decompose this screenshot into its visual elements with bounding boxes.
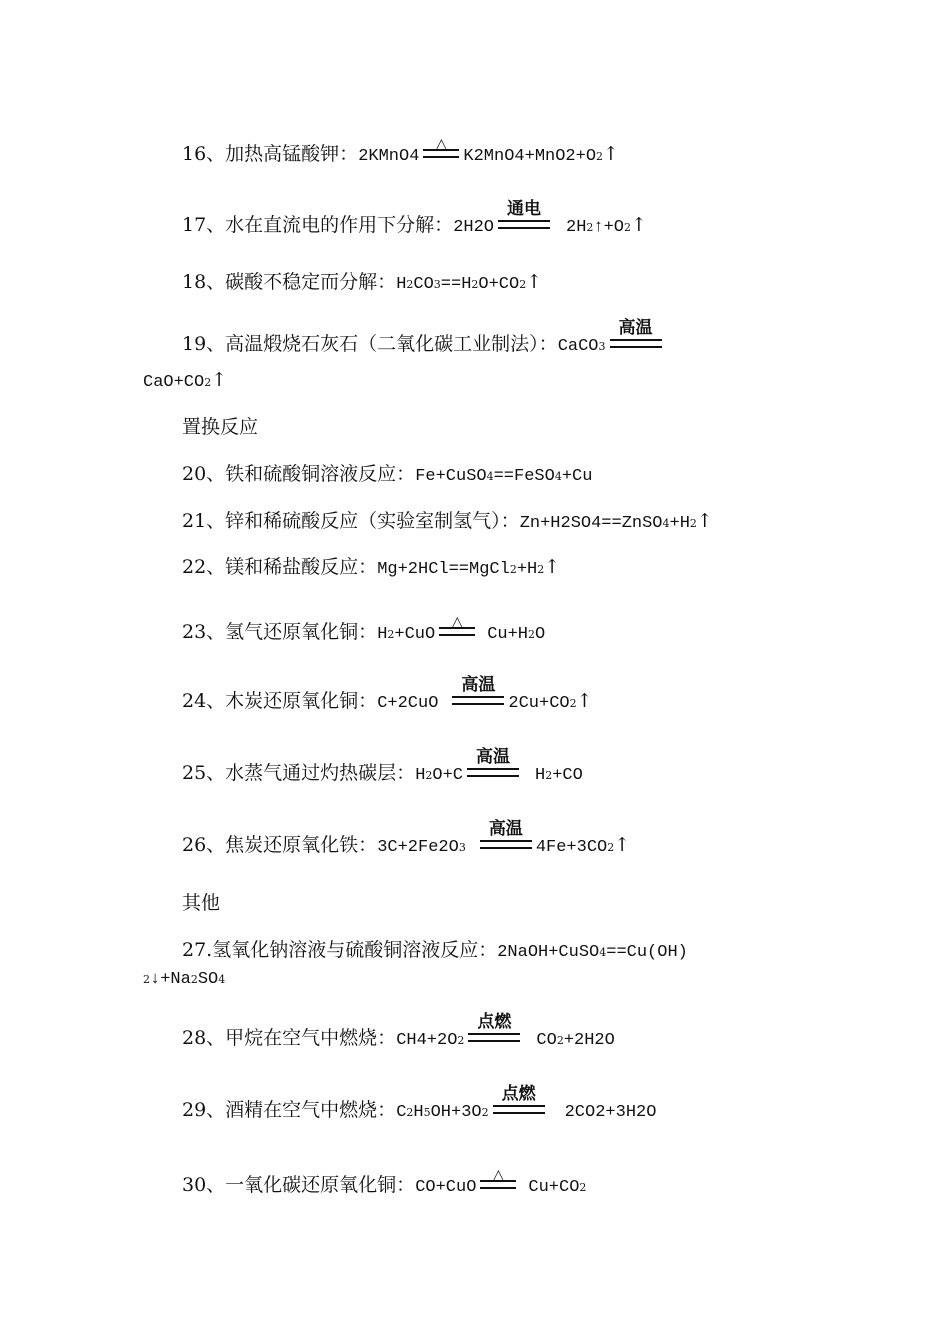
equation-29: 29、酒精在空气中燃烧：C2H5OH+3O2 点燃 2CO2+3H2O xyxy=(182,1098,656,1125)
gas-arrow-icon: ↑ xyxy=(211,369,228,391)
heat-condition: △ xyxy=(423,145,459,169)
equation-21: 21、锌和稀硫酸反应（实验室制氢气）：Zn+H2SO4==ZnSO4+H2↑ xyxy=(182,510,713,533)
high-temp-condition: 高温 xyxy=(452,692,504,716)
equation-label: 26、焦炭还原氧化铁： xyxy=(182,834,378,856)
electrolysis-condition: 通电 xyxy=(498,216,550,240)
heat-condition: △ xyxy=(439,623,475,647)
equation-17: 17、水在直流电的作用下分解：2H2O 通电 2H2↑+O2↑ xyxy=(182,213,647,240)
equation-27-continued: 2↓+Na2SO4 xyxy=(143,970,226,989)
equation-23: 23、氢气还原氧化铜：H2+CuO △ Cu+H2O xyxy=(182,620,545,647)
equation-20: 20、铁和硫酸铜溶液反应：Fe+CuSO4==FeSO4+Cu xyxy=(182,463,593,486)
gas-arrow-icon: ↑ xyxy=(614,834,631,856)
equation-label: 27.氢氧化钠溶液与硫酸铜溶液反应： xyxy=(182,939,498,961)
gas-arrow-icon: ↑ xyxy=(631,214,647,236)
ignite-condition: 点燃 xyxy=(468,1029,520,1053)
equation-19-continued: CaO+CO2↑ xyxy=(143,369,228,392)
ignite-condition: 点燃 xyxy=(493,1101,545,1125)
equation-26: 26、焦炭还原氧化铁：3C+2Fe2O3 高温 4Fe+3CO2↑ xyxy=(182,833,630,860)
high-temp-condition: 高温 xyxy=(480,836,532,860)
equation-16: 16、加热高锰酸钾：2KMnO4 △ K2MnO4+MnO2+O2↑ xyxy=(182,142,619,169)
equation-label: 21、锌和稀硫酸反应（实验室制氢气）： xyxy=(182,510,520,532)
equation-22: 22、镁和稀盐酸反应：Mg+2HCl==MgCl2+H2↑ xyxy=(182,556,561,579)
equation-label: 16、加热高锰酸钾： xyxy=(182,143,359,165)
gas-arrow-icon: ↑ xyxy=(544,556,561,578)
heat-condition: △ xyxy=(480,1176,516,1200)
section-heading-other: 其他 xyxy=(182,892,221,914)
equation-label: 25、水蒸气通过灼热碳层： xyxy=(182,762,416,784)
equation-27: 27.氢氧化钠溶液与硫酸铜溶液反应：2NaOH+CuSO4==Cu(OH) xyxy=(182,939,688,962)
gas-arrow-icon: ↑ xyxy=(603,143,619,165)
equation-28: 28、甲烷在空气中燃烧：CH4+2O2 点燃 CO2+2H2O xyxy=(182,1026,615,1053)
equation-label: 23、氢气还原氧化铜： xyxy=(182,621,378,643)
section-heading-displacement: 置换反应 xyxy=(182,416,259,438)
equation-18: 18、碳酸不稳定而分解：H2CO3==H2O+CO2↑ xyxy=(182,271,543,294)
equation-label: 30、一氧化碳还原氧化铜： xyxy=(182,1174,416,1196)
equation-label: 22、镁和稀盐酸反应： xyxy=(182,556,378,578)
equation-label: 29、酒精在空气中燃烧： xyxy=(182,1099,397,1121)
gas-arrow-icon: ↑ xyxy=(526,271,543,293)
equation-19: 19、高温煅烧石灰石（二氧化碳工业制法）：CaCO3 高温 xyxy=(182,332,666,359)
equation-label: 18、碳酸不稳定而分解： xyxy=(182,271,397,293)
gas-arrow-icon: ↑ xyxy=(576,690,593,712)
equation-30: 30、一氧化碳还原氧化铜：CO+CuO △ Cu+CO2 xyxy=(182,1173,586,1200)
gas-arrow-icon: ↑ xyxy=(696,510,713,532)
equation-label: 24、木炭还原氧化铜： xyxy=(182,690,378,712)
high-temp-condition: 高温 xyxy=(610,335,662,359)
high-temp-condition: 高温 xyxy=(467,764,519,788)
equation-label: 20、铁和硫酸铜溶液反应： xyxy=(182,463,416,485)
equation-label: 19、高温煅烧石灰石（二氧化碳工业制法）： xyxy=(182,333,558,355)
equation-24: 24、木炭还原氧化铜：C+2CuO 高温 2Cu+CO2↑ xyxy=(182,689,593,716)
equation-label: 28、甲烷在空气中燃烧： xyxy=(182,1027,397,1049)
equation-25: 25、水蒸气通过灼热碳层：H2O+C 高温 H2+CO xyxy=(182,761,583,788)
equation-label: 17、水在直流电的作用下分解： xyxy=(182,214,454,236)
